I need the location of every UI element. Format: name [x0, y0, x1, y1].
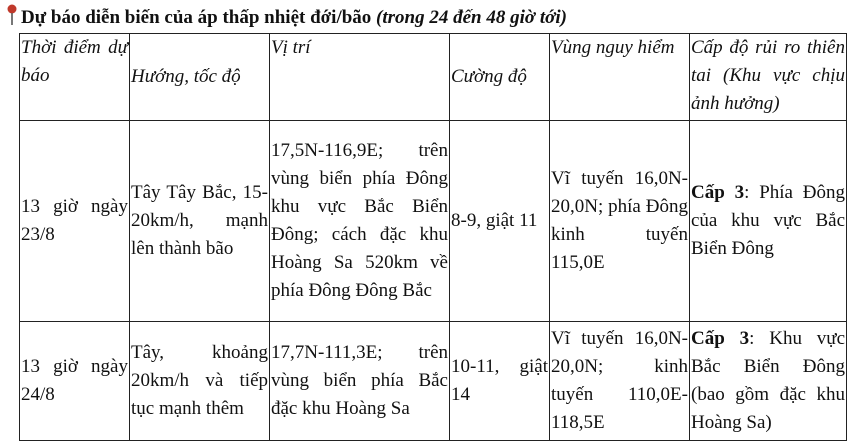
cell-danger-zone: Vĩ tuyến 16,0N-20,0N; phía Đông kinh tuyến 115,0E	[550, 121, 690, 322]
table-row	[20, 121, 847, 322]
header-intensity: Cường độ	[450, 34, 550, 121]
table-row	[20, 322, 847, 441]
cell-intensity: 10-11, giật 14	[450, 322, 550, 441]
header-direction: Hướng, tốc độ	[130, 34, 270, 121]
cell-danger-zone: Vĩ tuyến 16,0N-20,0N; kinh tuyến 110,0E-118,5E	[550, 322, 690, 441]
risk-area-text: : Phía Đông của khu vực Bắc Biển Đông	[691, 182, 846, 259]
pin-icon	[6, 4, 18, 26]
cell-position: 17,7N-111,3E; trên vùng biển phía Bắc đặc khu Hoàng Sa	[270, 322, 450, 441]
table-header-row	[20, 34, 847, 121]
risk-level-label: Cấp 3	[691, 182, 745, 203]
cell-intensity: 8-9, giật 11	[450, 121, 550, 322]
header-time: Thời điểm dự báo	[20, 34, 130, 121]
cell-risk	[690, 322, 847, 441]
risk-level-label: Cấp 3	[691, 328, 750, 349]
page-title	[6, 3, 567, 33]
header-position: Vị trí	[270, 34, 450, 121]
title-sub: (trong 24 đến 48 giờ tới)	[376, 7, 567, 28]
cell-position: 17,5N-116,9E; trên vùng biển phía Đông khu vực Bắc Biển Đông; cách đặc khu Hoàng Sa 520km về phía Đông Đông Bắc	[270, 121, 450, 322]
cell-time: 13 giờ ngày 24/8	[20, 322, 130, 441]
header-danger-zone: Vùng nguy hiểm	[550, 34, 690, 121]
cell-risk	[690, 121, 847, 322]
forecast-table	[19, 33, 847, 441]
cell-time: 13 giờ ngày 23/8	[20, 121, 130, 322]
cell-direction: Tây Tây Bắc, 15-20km/h, mạnh lên thành bão	[130, 121, 270, 322]
title-main: Dự báo diễn biến của áp thấp nhiệt đới/bão	[21, 7, 372, 28]
header-risk-level: Cấp độ rủi ro thiên tai (Khu vực chịu ảnh hưởng)	[690, 34, 847, 121]
risk-area-text: : Khu vực Bắc Biển Đông (bao gồm đặc khu Hoàng Sa)	[691, 328, 846, 433]
cell-direction: Tây, khoảng 20km/h và tiếp tục mạnh thêm	[130, 322, 270, 441]
